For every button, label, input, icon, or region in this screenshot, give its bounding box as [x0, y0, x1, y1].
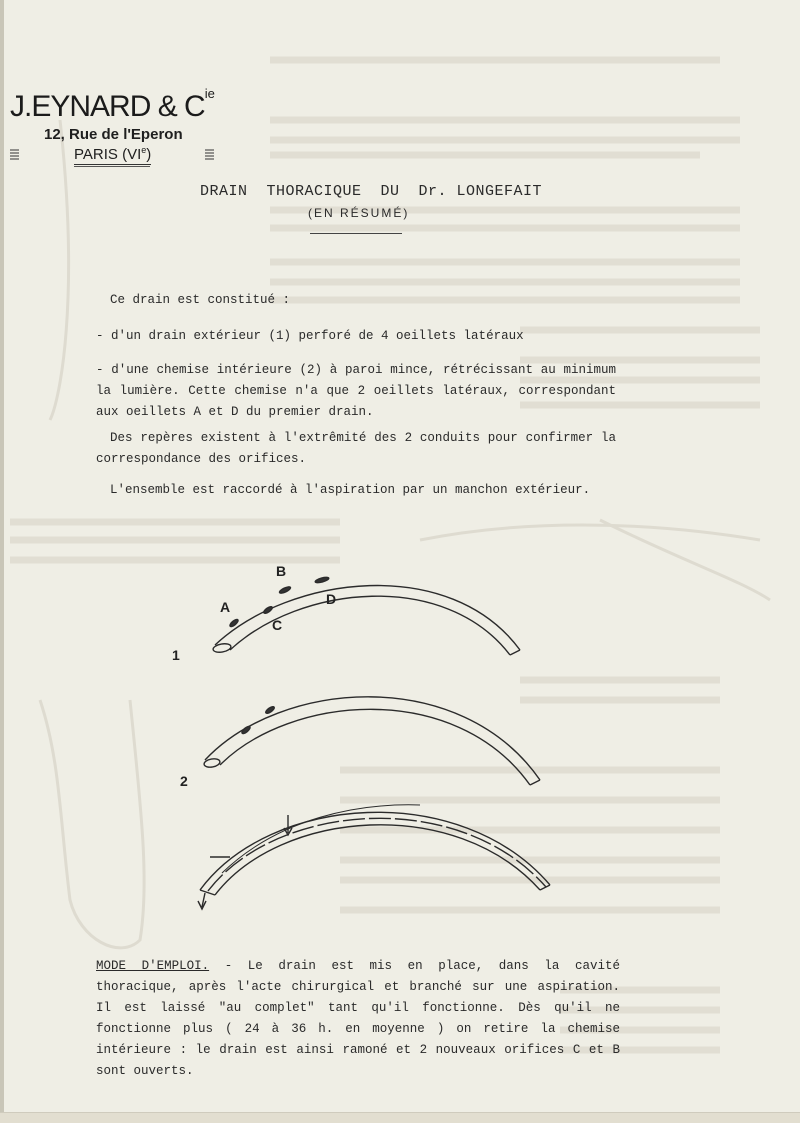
- page-bottom-edge: [0, 1112, 800, 1123]
- letterhead-ornament-right-icon: [205, 148, 214, 160]
- paragraph-outer-drain: - d'un drain extérieur (1) perforé de 4 oeillets latéraux: [96, 329, 524, 343]
- company-city: [74, 145, 151, 165]
- paragraph-intro: Ce drain est constitué :: [110, 293, 291, 307]
- usage-text: - Le drain est mis en place, dans la cavité thoracique, après l'acte chirurgical et branché sur une aspiration. Il est laissé "au complet" tant qu'il fonctionne. Dès qu'il ne fonctionne plus ( 24 à 36 h. en moyenne ) on retire la chemise intérieure : le drain est ainsi ramoné et 2 nouveaux orifices C et B sont ouverts.: [96, 959, 620, 1078]
- company-city-sup: e: [141, 145, 147, 155]
- company-name-sup: ie: [204, 86, 215, 101]
- company-city-text: PARIS (VI: [74, 146, 142, 163]
- subtitle-underline: [310, 233, 402, 234]
- usage-paragraph: [96, 956, 620, 1082]
- figure-label-c: C: [272, 617, 283, 633]
- company-address: 12, Rue de l'Eperon: [44, 126, 183, 143]
- figure-number-1: 1: [172, 647, 180, 663]
- figure-label-b: B: [276, 563, 287, 579]
- paragraph-markers: Des repères existent à l'extrêmité des 2 conduits pour confirmer la correspondance des orifices.: [96, 431, 616, 466]
- figure-label-a: A: [220, 599, 231, 615]
- figure-number-2: 2: [180, 773, 188, 789]
- document-subtitle: (EN RÉSUMÉ): [308, 206, 410, 220]
- company-name-text: J.EYNARD & C: [10, 90, 205, 123]
- document-title: DRAIN THORACIQUE DU Dr. LONGEFAIT: [200, 183, 543, 200]
- figure-label-d: D: [326, 591, 337, 607]
- company-name: [10, 86, 215, 124]
- paragraph-connection: L'ensemble est raccordé à l'aspiration par un manchon extérieur.: [110, 483, 591, 497]
- company-city-close: ): [146, 146, 152, 163]
- paragraph-inner-sleeve: - d'une chemise intérieure (2) à paroi mince, rétrécissant au minimum la lumière. Cette chemise n'a que 2 oeillets latéraux, correspondant aux oeillets A et D du premier drain.: [96, 363, 616, 419]
- usage-label: MODE D'EMPLOI.: [96, 959, 210, 973]
- letterhead-ornament-left-icon: [10, 148, 19, 160]
- city-double-underline: [74, 166, 150, 167]
